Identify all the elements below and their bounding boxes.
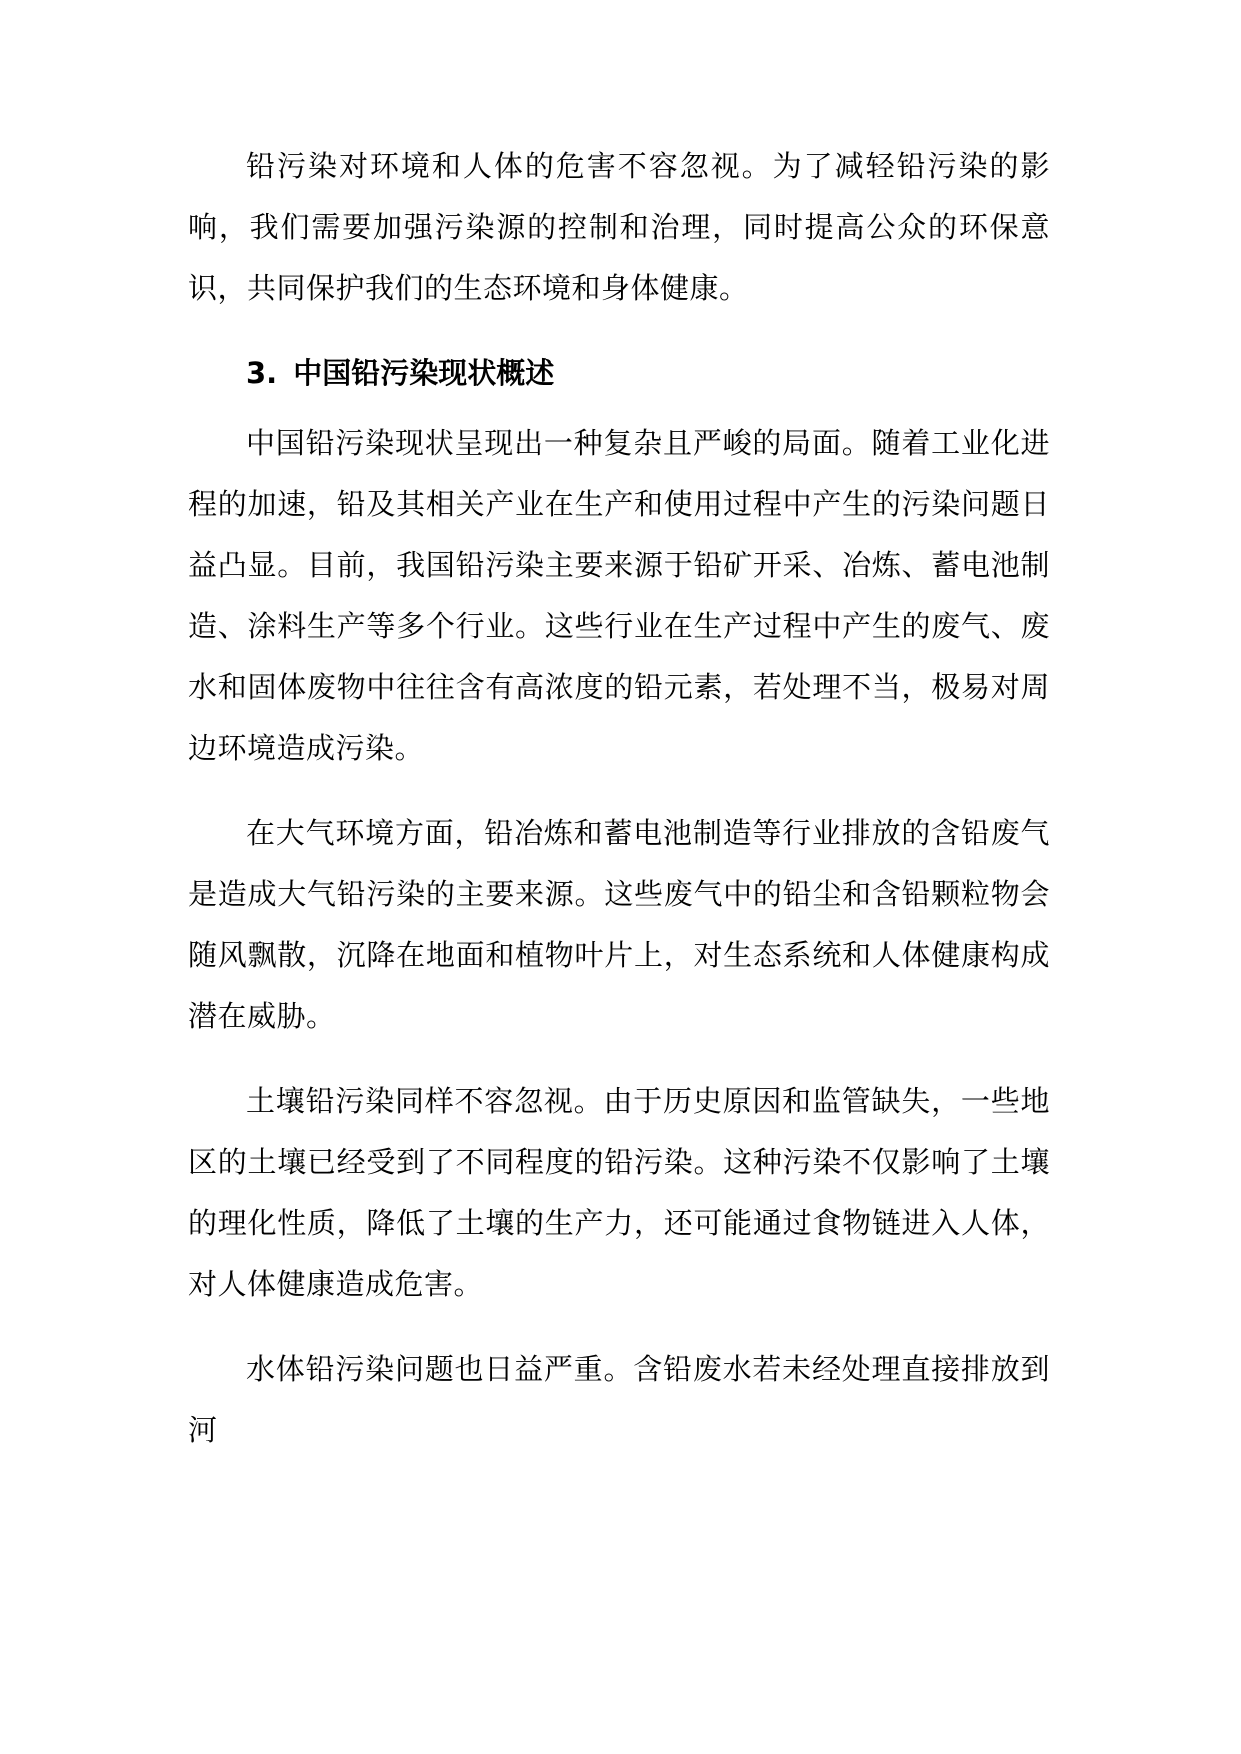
- paragraph-intro: 铅污染对环境和人体的危害不容忽视。为了减轻铅污染的影响，我们需要加强污染源的控制和治理，同时提高公众的环保意识，共同保护我们的生态环境和身体健康。: [188, 149, 1050, 305]
- document-body: [188, 136, 1050, 1485]
- section-title: 中国铅污染现状概述: [293, 356, 555, 390]
- paragraph-soil: 土壤铅污染同样不容忽视。由于历史原因和监管缺失，一些地区的土壤已经受到了不同程度的铅污染。这种污染不仅影响了土壤的理化性质，降低了土壤的生产力，还可能通过食物链进入人体，对人体健康造成危害。: [188, 1084, 1050, 1301]
- section-heading: [188, 343, 1050, 403]
- paragraph-overview: 中国铅污染现状呈现出一种复杂且严峻的局面。随着工业化进程的加速，铅及其相关产业在生产和使用过程中产生的污染问题日益凸显。目前，我国铅污染主要来源于铅矿开采、冶炼、蓄电池制造、涂料生产等多个行业。这些行业在生产过程中产生的废气、废水和固体废物中往往含有高浓度的铅元素，若处理不当，极易对周边环境造成污染。: [188, 426, 1050, 765]
- section-number: 3.: [246, 356, 278, 390]
- paragraph-air: 在大气环境方面，铅冶炼和蓄电池制造等行业排放的含铅废气是造成大气铅污染的主要来源。这些废气中的铅尘和含铅颗粒物会随风飘散，沉降在地面和植物叶片上，对生态系统和人体健康构成潜在威胁。: [188, 816, 1050, 1033]
- paragraph-water: 水体铅污染问题也日益严重。含铅废水若未经处理直接排放到河: [188, 1352, 1050, 1447]
